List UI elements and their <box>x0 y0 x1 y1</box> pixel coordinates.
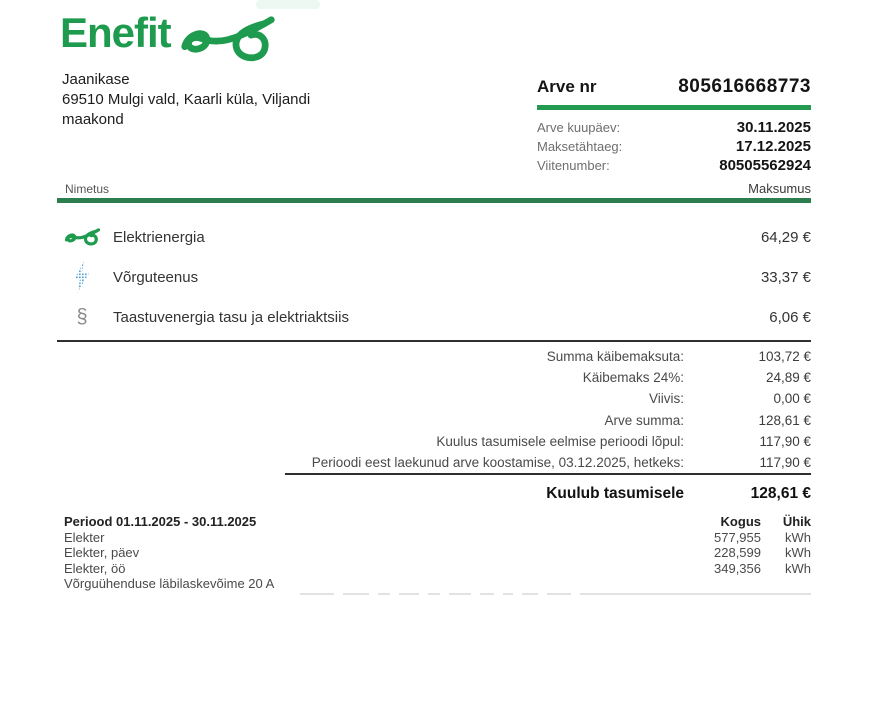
invoice-meta-row <box>537 138 811 157</box>
consumption-unit: kWh <box>785 560 811 576</box>
customer-address-line1: 69510 Mulgi vald, Kaarli küla, Viljandi <box>62 91 311 108</box>
invoice-meta-row <box>537 157 811 176</box>
items-amount-header: Maksumus <box>748 181 811 196</box>
line-item-renewable-tax <box>57 297 811 337</box>
line-item-label: Elektrienergia <box>113 228 205 246</box>
summary-value: 117,90 € <box>759 433 811 449</box>
summary-value: 0,00 € <box>773 391 811 407</box>
divider <box>285 473 811 475</box>
consumption-qty: 349,356 <box>714 560 761 576</box>
green-divider <box>537 105 811 110</box>
summary-row <box>57 367 811 388</box>
due-date-label: Maksetähtaeg: <box>537 139 623 154</box>
summary-row <box>57 346 811 367</box>
summary-label: Kuulus tasumisele eelmise perioodi lõpul: <box>436 433 684 449</box>
summary-label: Käibemaks 24%: <box>582 370 684 386</box>
consumption-row <box>64 545 811 561</box>
consumption-unit <box>761 576 811 592</box>
invoice-meta-row <box>537 119 811 138</box>
consumption-label: Elekter <box>64 529 105 545</box>
line-item-electricity <box>57 217 811 257</box>
consumption-qty: 228,599 <box>714 545 761 560</box>
summary-label: Summa käibemaksuta: <box>546 349 684 365</box>
summary-row <box>57 410 811 431</box>
items-name-header: Nimetus <box>65 182 110 196</box>
faded-text-artifact <box>300 593 811 595</box>
period-label: Periood 01.11.2025 - 30.11.2025 <box>64 514 257 529</box>
enefit-logo <box>60 8 278 65</box>
line-item-label: Võrguteenus <box>113 268 199 286</box>
consumption-label: Elekter, öö <box>64 560 126 576</box>
reference-number-value: 80505562924 <box>719 157 811 174</box>
customer-name: Jaanikase <box>62 71 130 88</box>
line-item-amount: 33,37 € <box>760 268 811 286</box>
invoice-line-items <box>57 217 811 337</box>
customer-address-block <box>62 70 310 130</box>
invoice-date-label: Arve kuupäev: <box>537 120 621 135</box>
consumption-row <box>64 576 811 592</box>
due-date-value: 17.12.2025 <box>735 138 811 155</box>
quantity-header: Kogus <box>720 514 761 529</box>
summary-value: 103,72 € <box>758 349 811 365</box>
summary-label: Viivis: <box>648 391 684 407</box>
line-item-amount: 64,29 € <box>760 228 811 246</box>
consumption-unit: kWh <box>785 545 811 560</box>
consumption-qty <box>666 576 761 592</box>
summary-label: Perioodi eest laekunud arve koostamise, 03.12.2025, hetkeks: <box>311 455 684 471</box>
summary-value: 24,89 € <box>765 370 811 386</box>
customer-address-line2: maakond <box>62 111 124 128</box>
summary-row <box>57 452 811 473</box>
amount-due-row <box>57 481 811 507</box>
consumption-header-row <box>64 514 811 530</box>
enefit-swoosh-icon <box>64 227 101 247</box>
consumption-row <box>64 530 811 546</box>
divider <box>57 340 811 342</box>
consumption-row <box>64 561 811 577</box>
summary-value: 117,90 € <box>759 455 811 471</box>
enefit-swoosh-icon <box>178 13 278 65</box>
invoice-number-value: 805616668773 <box>678 76 811 97</box>
line-item-amount: 6,06 € <box>769 308 811 326</box>
invoice-header-block <box>537 76 811 176</box>
consumption-label: Võrguühenduse läbilaskevõime 20 A <box>64 576 275 591</box>
amount-due-value: 128,61 € <box>750 485 811 502</box>
summary-value: 128,61 € <box>758 412 811 428</box>
lightning-dots-icon <box>72 261 92 293</box>
green-divider <box>57 198 811 203</box>
line-item-label: Taastuvenergia tasu ja elektriaktsiis <box>113 308 349 326</box>
amount-due-label: Kuulub tasumisele <box>546 485 684 502</box>
unit-header: Ühik <box>782 514 811 529</box>
enefit-logo-text: Enefit <box>60 9 171 56</box>
section-sign-icon: § <box>76 306 88 328</box>
summary-row <box>57 431 811 452</box>
summary-label: Arve summa: <box>604 412 684 428</box>
consumption-qty: 577,955 <box>714 529 761 545</box>
consumption-label: Elekter, päev <box>64 545 140 560</box>
invoice-number-label: Arve nr <box>537 77 597 96</box>
invoice-summary <box>57 346 811 473</box>
line-item-network-service <box>57 257 811 297</box>
consumption-table <box>64 514 811 592</box>
summary-row <box>57 388 811 409</box>
reference-number-label: Viitenumber: <box>537 158 610 173</box>
consumption-unit: kWh <box>785 529 811 545</box>
invoice-date-value: 30.11.2025 <box>736 119 811 136</box>
